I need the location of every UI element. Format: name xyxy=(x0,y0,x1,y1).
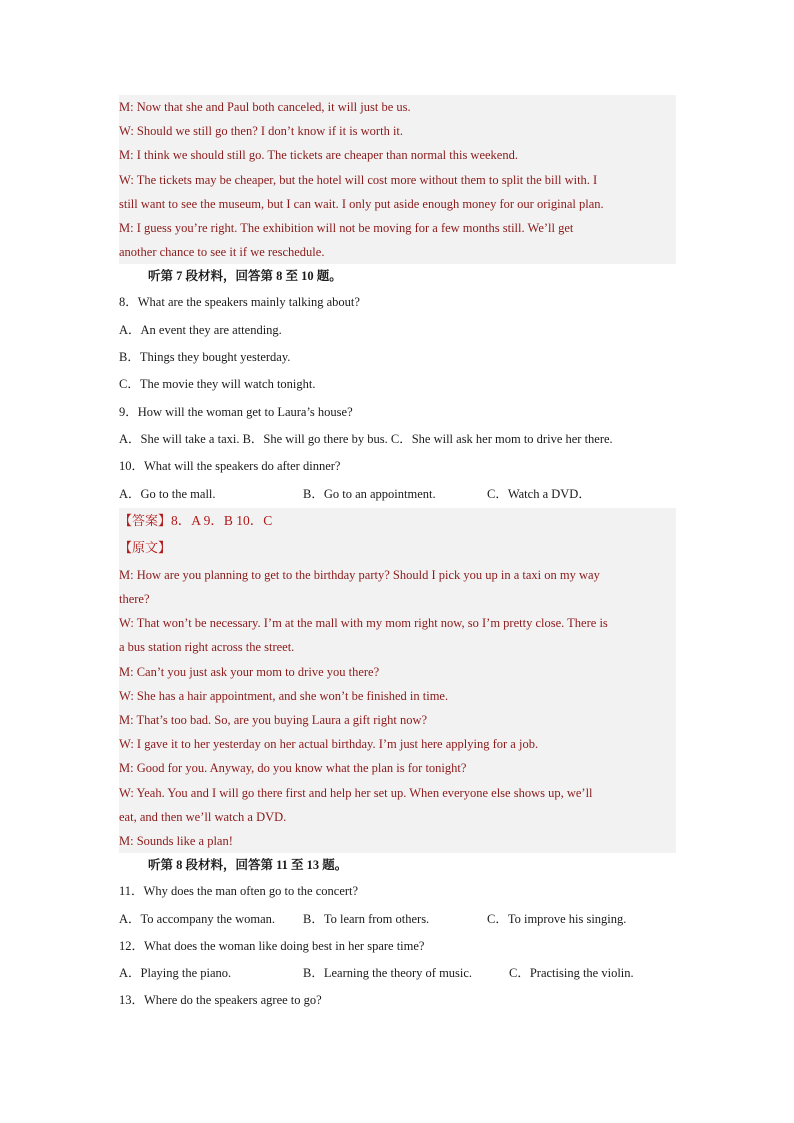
transcript-line: there? xyxy=(119,592,150,606)
question-12-options xyxy=(119,960,676,987)
question-9: 9．How will the woman get to Laura’s house? xyxy=(119,404,353,419)
transcript-line: M: Now that she and Paul both canceled, it will just be us. xyxy=(119,100,411,114)
question-12: 12．What does the woman like doing best in her spare time? xyxy=(119,938,425,953)
question-10: 10．What will the speakers do after dinner? xyxy=(119,459,341,474)
transcript-line: M: Good for you. Anyway, do you know what the plan is for tonight? xyxy=(119,761,467,776)
question-8-option-a: A．An event they are attending. xyxy=(119,322,282,337)
question-10-option-a: A．Go to the mall. xyxy=(119,486,216,501)
transcript-line: W: Yeah. You and I will go there first and help her set up. When everyone else shows up, we’ll xyxy=(119,785,593,800)
transcript-line: M: That’s too bad. So, are you buying Laura a gift right now? xyxy=(119,713,428,728)
question-9-option-c: C．She will ask her mom to drive her there. xyxy=(390,431,613,446)
transcript-line: still want to see the museum, but I can wait. I only put aside enough money for our original plan. xyxy=(119,196,604,211)
question-11: 11．Why does the man often go to the concert? xyxy=(119,884,359,899)
question-10-option-b: B．Go to an appointment. xyxy=(303,486,436,501)
section-8-heading: 听第 8 段材料，回答第 11 至 13 题。 xyxy=(148,858,348,873)
answer-line xyxy=(119,508,676,536)
question-9-option-b: B．She will go there by bus. xyxy=(242,431,388,446)
transcript-line: W: That won’t be necessary. I’m at the mall with my mom right now, so I’m pretty close. There is xyxy=(119,616,608,631)
transcript-line: M: Can’t you just ask your mom to drive you there? xyxy=(119,664,380,679)
question-12-option-a: A．Playing the piano. xyxy=(119,966,232,981)
transcript-line: M: Sounds like a plan! xyxy=(119,834,233,849)
answer-label: 【答案】 xyxy=(119,513,172,529)
document-page xyxy=(119,95,676,1015)
question-8-option-c: C．The movie they will watch tonight. xyxy=(119,377,316,392)
transcript-line: M: I think we should still go. The tickets are cheaper than normal this weekend. xyxy=(119,148,518,163)
transcript-line: W: The tickets may be cheaper, but the hotel will cost more without them to split the bill with. I xyxy=(119,172,598,187)
transcript-line: W: I gave it to her yesterday on her actual birthday. I’m just here applying for a job. xyxy=(119,737,539,752)
question-8-option-b: B．Things they bought yesterday. xyxy=(119,350,291,365)
transcript-line: W: Should we still go then? I don’t know if it is worth it. xyxy=(119,124,404,139)
question-10-option-c: C．Watch a DVD． xyxy=(487,486,591,501)
answer-text: 8．A 9．B 10．C xyxy=(171,512,273,528)
question-13: 13．Where do the speakers agree to go? xyxy=(119,993,322,1008)
question-12-option-c: C．Practising the violin. xyxy=(509,966,634,981)
transcript-line: M: I guess you’re right. The exhibition will not be moving for a few months still. We’ll get xyxy=(119,221,574,236)
question-10-options xyxy=(119,481,676,508)
transcript-line: a bus station right across the street. xyxy=(119,640,295,655)
question-11-option-c: C．To improve his singing. xyxy=(487,911,627,926)
question-12-option-b: B．Learning the theory of music. xyxy=(303,966,473,981)
transcript-block-1 xyxy=(119,95,676,264)
question-9-options xyxy=(119,426,676,453)
transcript-line: another chance to see it if we reschedule. xyxy=(119,245,325,260)
transcript-line: W: She has a hair appointment, and she won’t be finished in time. xyxy=(119,688,449,703)
transcript-line: eat, and then we’ll watch a DVD. xyxy=(119,809,287,824)
question-11-option-a: A．To accompany the woman. xyxy=(119,911,276,926)
transcript-block-2 xyxy=(119,508,676,853)
question-8: 8．What are the speakers mainly talking about? xyxy=(119,295,360,310)
transcript-line: M: How are you planning to get to the birthday party? Should I pick you up in a taxi on my way xyxy=(119,567,600,582)
question-11-options xyxy=(119,906,676,933)
original-text-label: 【原文】 xyxy=(119,541,172,557)
question-9-option-a: A．She will take a taxi. xyxy=(119,431,240,446)
section-7-heading: 听第 7 段材料，回答第 8 至 10 题。 xyxy=(148,269,342,284)
question-11-option-b: B．To learn from others. xyxy=(303,911,430,926)
